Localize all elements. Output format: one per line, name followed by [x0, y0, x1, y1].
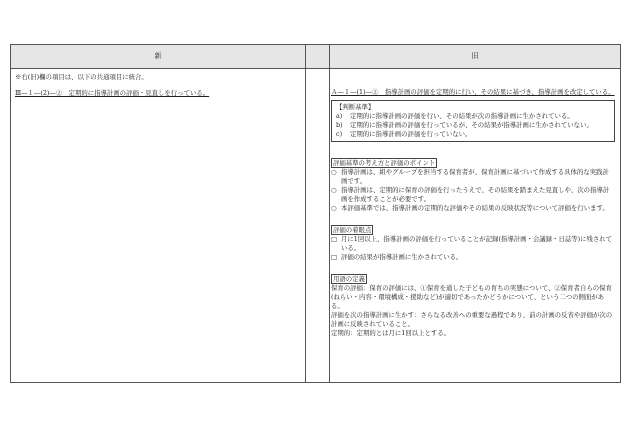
- points-text: 本評価基準では、指導計画の定期的な評価やその結果の反映状況等について評価を行います。: [341, 204, 609, 212]
- points-item: [331, 186, 615, 204]
- new-item-title: Ⅲ―１―(2)―② 定期的に指導計画の評価・見直しを行っている。: [15, 89, 210, 97]
- old-item-title: Ａ―１―(1)―② 指導計画の評価を定期的に行い、その結果に基づき、指導計画を改定している。: [331, 88, 615, 96]
- viewpoint-text: 評価の結果が指導計画に生かされている。: [341, 253, 463, 261]
- criteria-item: [336, 121, 610, 130]
- old-column-header: 旧: [471, 52, 479, 60]
- criteria-heading: 【判断基準】: [336, 103, 375, 111]
- column-divider: [305, 45, 306, 382]
- criteria-mark: a): [336, 112, 343, 120]
- criteria-text: 定期的に指導計画の評価を行い、その結果が次の指導計画に生かされている。: [350, 112, 574, 120]
- terms-heading: 用語の定義: [333, 275, 365, 283]
- criteria-mark: b): [336, 121, 343, 129]
- terms-item: 定期的：定期的とは月に1回以上とする。: [331, 329, 451, 337]
- new-column: [15, 69, 301, 98]
- new-note: ※右(旧)欄の項目は、以下の共通項目に統合。: [15, 73, 148, 81]
- points-text: 指導計画は、定期的に保育の評価を行ったうえで、その結果を踏まえた見直しや、次の指導計画を作成することが必要です。: [341, 186, 610, 203]
- points-text: 指導計画は、組やグループを担当する保育者が、保育計画に基づいて作成する具体的な実践計画です。: [341, 168, 609, 185]
- points-section: [331, 158, 615, 213]
- criteria-item: [336, 130, 610, 139]
- viewpoint-heading: 評価の着眼点: [333, 226, 372, 234]
- viewpoint-item: [331, 253, 615, 262]
- criteria-text: 定期的に指導計画の評価を行っているが、その結果が指導計画に生かされていない。: [350, 121, 593, 129]
- viewpoint-item: [331, 235, 615, 253]
- criteria-mark: c): [336, 130, 343, 138]
- criteria-box: [331, 100, 615, 142]
- circle-bullet-icon: ○: [331, 168, 337, 176]
- checkbox-icon: □: [331, 253, 338, 261]
- points-heading: 評価基準の考え方と評価のポイント: [333, 159, 436, 167]
- points-item: [331, 168, 615, 186]
- circle-bullet-icon: ○: [331, 204, 337, 212]
- criteria-item: [336, 112, 610, 121]
- comparison-table: [10, 44, 621, 383]
- terms-item: 保育の評価：保育の評価には、①保育を通した子どもの育ちの実態について、②保育者自らの保育(ねらい・内容・環境構成・援助など)が適切であったかどうかについて、という二つの側面がある。: [331, 284, 612, 310]
- criteria-text: 定期的に指導計画の評価を行っていない。: [350, 130, 472, 138]
- points-item: [331, 204, 615, 213]
- old-column: [331, 69, 615, 338]
- viewpoint-text: 月に1回以上、指導計画の評価を行っていることが記録(指導計画・会議録・日誌等)に残されている。: [341, 235, 613, 252]
- column-divider: [329, 45, 330, 382]
- viewpoint-section: [331, 225, 615, 262]
- terms-item: 評価を次の指導計画に生かす：さらなる改善への重要な過程であり、前の計画の反省や評価が次の計画に反映されていること。: [331, 311, 613, 328]
- new-column-header: 新: [154, 52, 162, 60]
- terms-section: [331, 274, 615, 338]
- checkbox-icon: □: [331, 235, 338, 243]
- circle-bullet-icon: ○: [331, 186, 337, 194]
- table-header: [11, 45, 620, 69]
